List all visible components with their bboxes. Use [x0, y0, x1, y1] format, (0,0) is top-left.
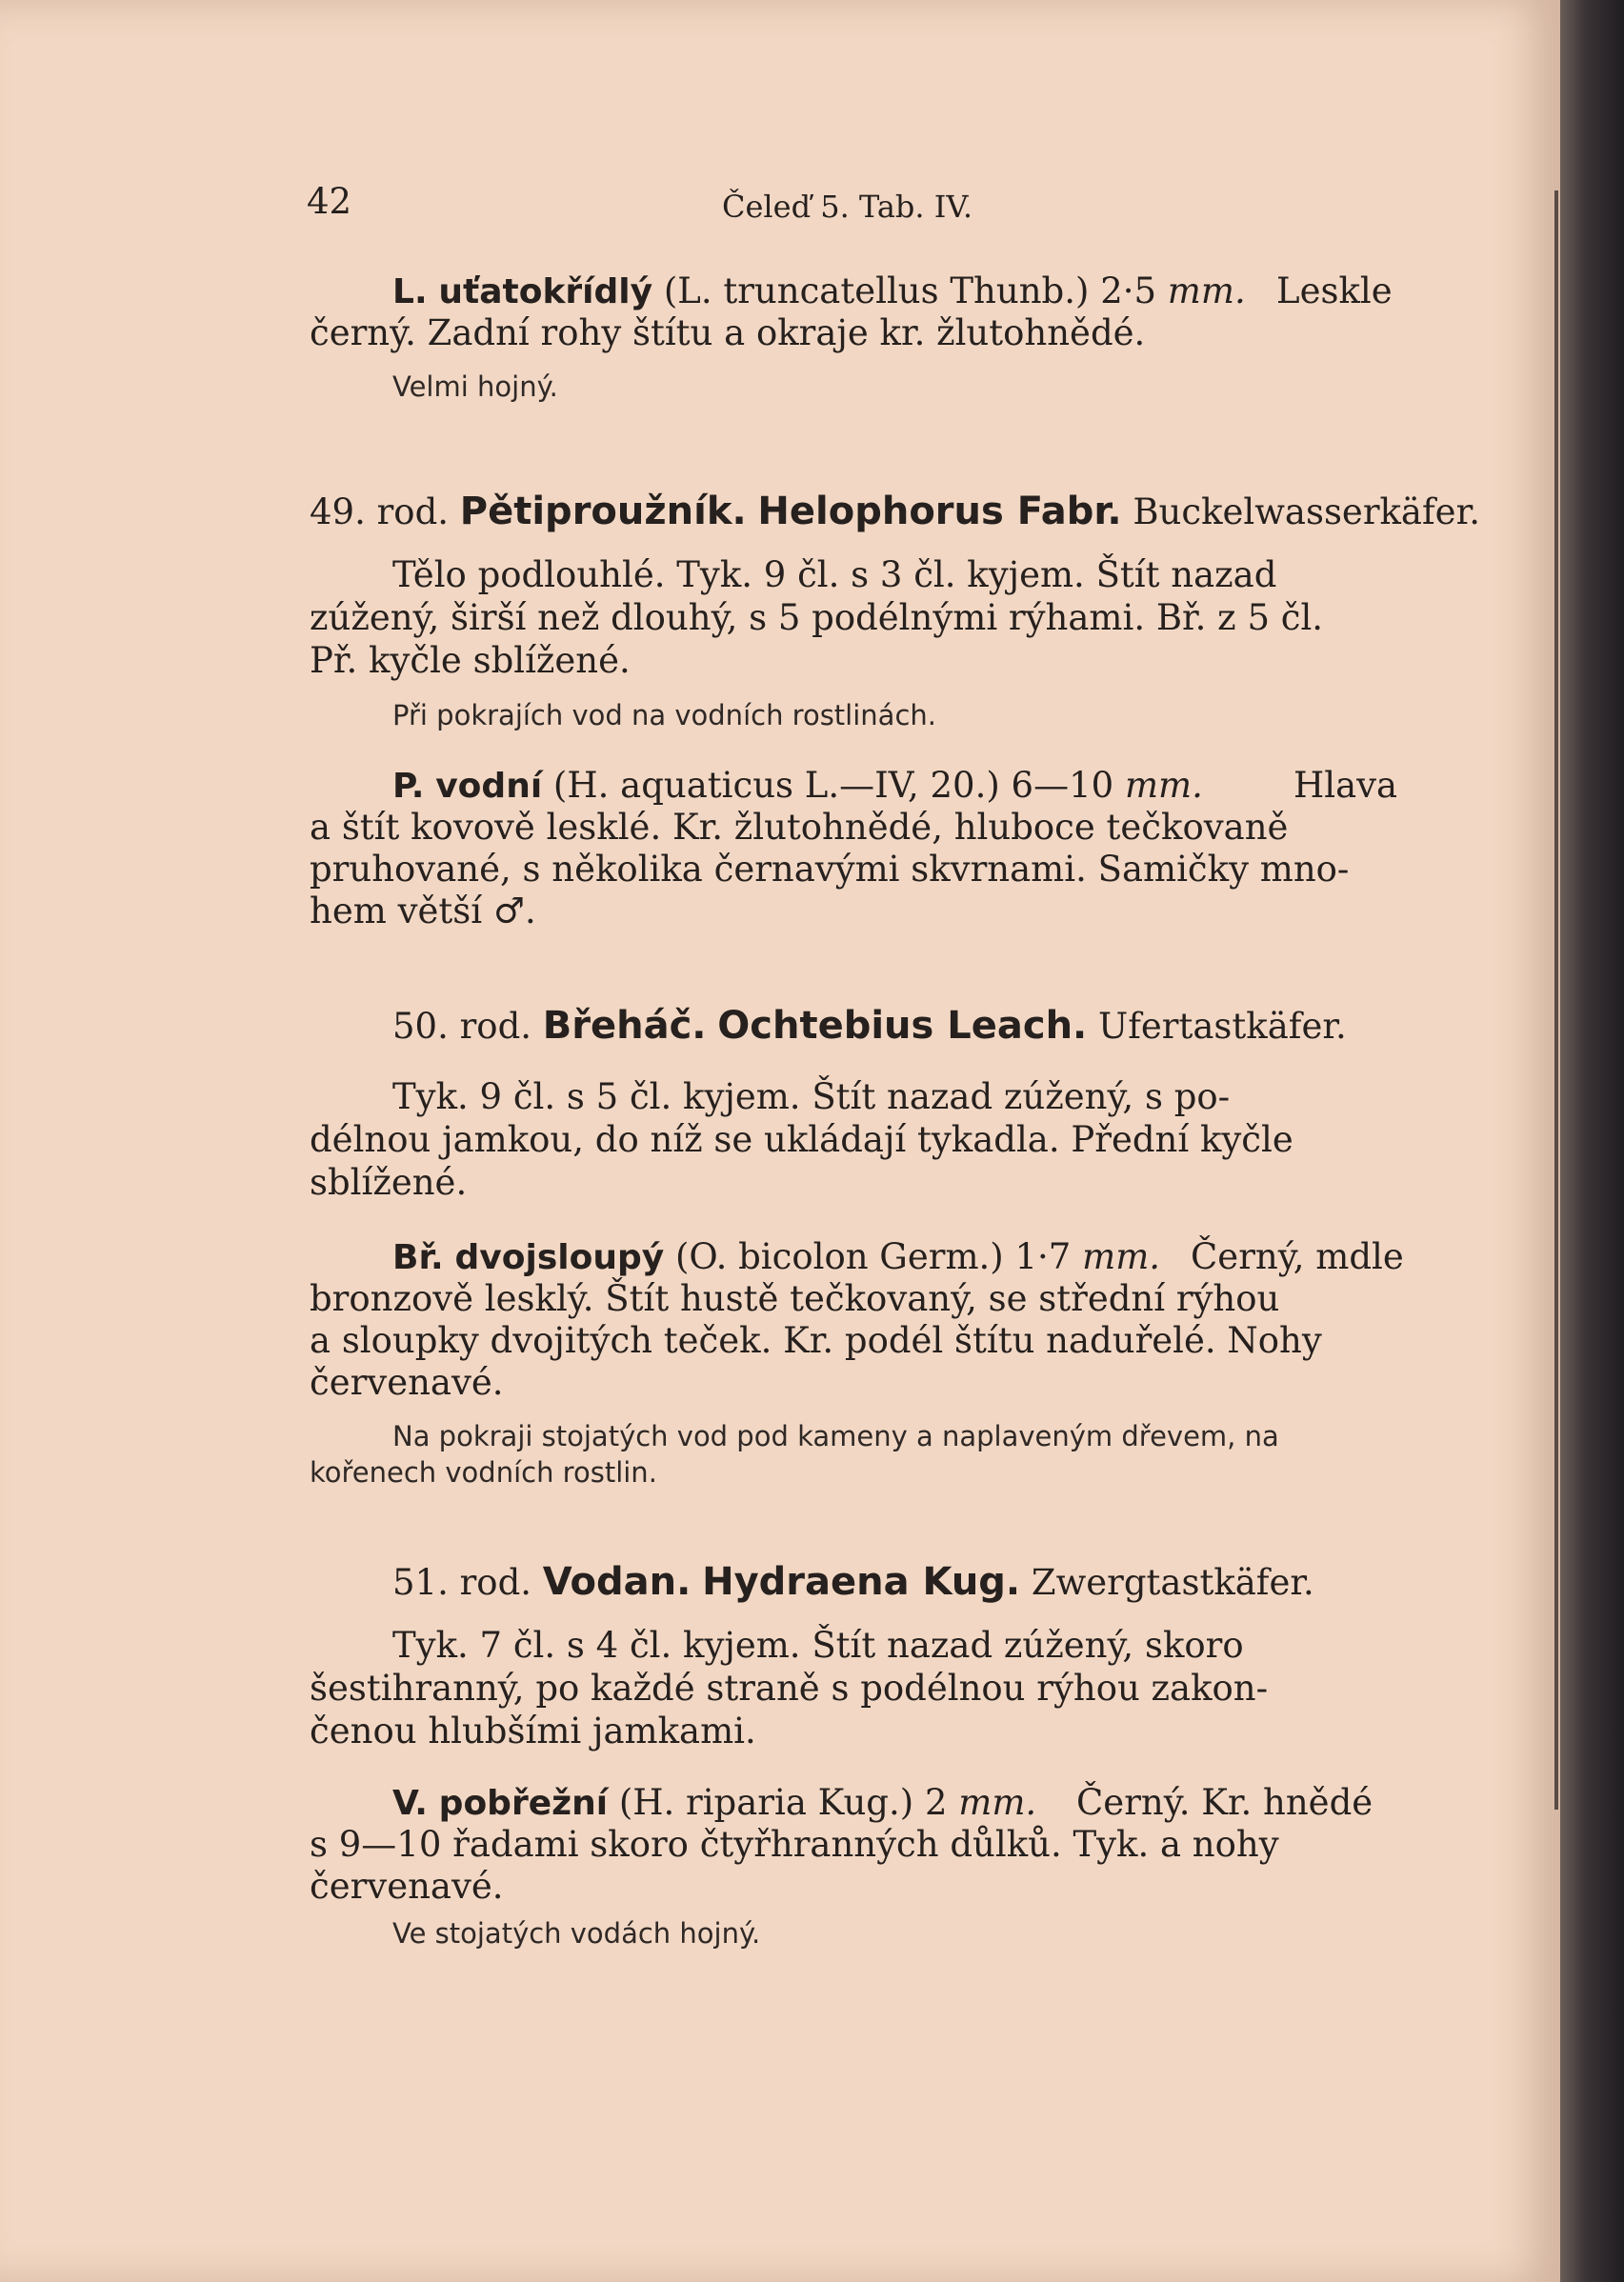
genus-heading-49: [310, 490, 1480, 533]
description-line: sblížené.: [310, 1162, 468, 1203]
unit: mm.: [1167, 270, 1246, 311]
species-entry-p: [392, 765, 1203, 806]
species-czech-name: pobřežní: [438, 1784, 609, 1823]
species-czech-name: uťatokřídlý: [438, 272, 653, 311]
species-text-line: červenavé.: [310, 1362, 504, 1403]
species-text-end: Leskle: [1276, 270, 1393, 311]
genus-german: Ufertastkäfer.: [1098, 1006, 1347, 1047]
description-line: šestihranný, po každé straně s podélnou rýhou zakon-: [310, 1668, 1269, 1709]
species-text-end: Černý, mdle: [1191, 1236, 1404, 1277]
species-entry-v: [392, 1782, 1037, 1823]
species-text-line: a sloupky dvojitých teček. Kr. podél štítu naduřelé. Nohy: [310, 1320, 1322, 1361]
description-line: čenou hlubšími jamkami.: [310, 1711, 756, 1752]
species-text: (H. aquaticus L.—IV, 20.) 6—10: [552, 765, 1114, 806]
genus-heading-51: [392, 1560, 1314, 1604]
book-spine: [1560, 0, 1624, 2282]
species-text: (O. bicolon Germ.) 1·7: [674, 1236, 1072, 1277]
species-czech-name: dvojsloupý: [454, 1238, 665, 1277]
species-text-line: s 9—10 řadami skoro čtyřhranných důlků. Tyk. a nohy: [310, 1824, 1279, 1865]
species-text-line: černý. Zadní rohy štítu a okraje kr. žlutohnědé.: [310, 312, 1146, 353]
page-number: 42: [307, 181, 352, 222]
genus-number: 51. rod.: [392, 1562, 532, 1603]
species-czech-name: vodní: [435, 767, 543, 806]
species-abbr: Bř.: [392, 1238, 444, 1277]
unit: mm.: [958, 1782, 1037, 1823]
genus-czech: Pětiproužník.: [459, 490, 747, 533]
species-text-line: bronzově lesklý. Štít hustě tečkovaný, se střední rýhou: [310, 1278, 1280, 1319]
species-entry-l: [392, 270, 1246, 311]
species-abbr: P.: [392, 767, 425, 806]
species-text-line: hem větší ♂.: [310, 891, 536, 931]
species-abbr: V.: [392, 1784, 428, 1823]
unit: mm.: [1124, 765, 1203, 806]
page-edge-line: [1554, 190, 1558, 1810]
species-entry-br: [392, 1236, 1161, 1277]
habitat-note: Ve stojatých vodách hojný.: [392, 1917, 761, 1950]
species-text: (L. truncatellus Thunb.) 2·5: [663, 270, 1157, 311]
description-line: Tyk. 7 čl. s 4 čl. kyjem. Štít nazad zúžený, skoro: [392, 1625, 1244, 1666]
species-abbr: L.: [392, 272, 428, 311]
habitat-note: Při pokrajích vod na vodních rostlinách.: [392, 699, 936, 731]
species-text-line: pruhované, s několika černavými skvrnami. Samičky mno-: [310, 849, 1350, 890]
description-line: Př. kyčle sblížené.: [310, 640, 631, 681]
genus-number: 50. rod.: [392, 1006, 532, 1047]
species-text: (H. riparia Kug.) 2: [618, 1782, 948, 1823]
habitat-note: Na pokraji stojatých vod pod kameny a naplaveným dřevem, na: [392, 1420, 1279, 1452]
genus-heading-50: [392, 1004, 1347, 1048]
species-text-line: červenavé.: [310, 1866, 504, 1907]
species-text-end: Hlava: [1293, 765, 1398, 806]
genus-latin: Hydraena Kug.: [702, 1560, 1021, 1604]
genus-latin: Helophorus Fabr.: [757, 490, 1122, 533]
genus-czech: Břeháč.: [542, 1004, 707, 1048]
habitat-note: kořenech vodních rostlin.: [310, 1456, 657, 1489]
description-line: zúžený, širší než dlouhý, s 5 podélnými rýhami. Bř. z 5 čl.: [310, 597, 1324, 638]
description-line: Tělo podlouhlé. Tyk. 9 čl. s 3 čl. kyjem. Štít nazad: [392, 554, 1277, 595]
species-text-line: a štít kovově lesklé. Kr. žlutohnědé, hluboce tečkovaně: [310, 807, 1289, 848]
genus-german: Zwergtastkäfer.: [1031, 1562, 1314, 1603]
description-line: Tyk. 9 čl. s 5 čl. kyjem. Štít nazad zúžený, s po-: [392, 1076, 1231, 1117]
genus-german: Buckelwasserkäfer.: [1133, 491, 1480, 532]
running-head: Čeleď 5. Tab. IV.: [722, 189, 973, 225]
habitat-note: Velmi hojný.: [392, 370, 558, 403]
genus-latin: Ochtebius Leach.: [717, 1004, 1088, 1048]
description-line: délnou jamkou, do níž se ukládají tykadla. Přední kyčle: [310, 1119, 1293, 1160]
unit: mm.: [1082, 1236, 1161, 1277]
species-text-end: Černý. Kr. hnědé: [1076, 1782, 1373, 1823]
genus-number: 49. rod.: [310, 491, 450, 532]
genus-czech: Vodan.: [542, 1560, 692, 1604]
